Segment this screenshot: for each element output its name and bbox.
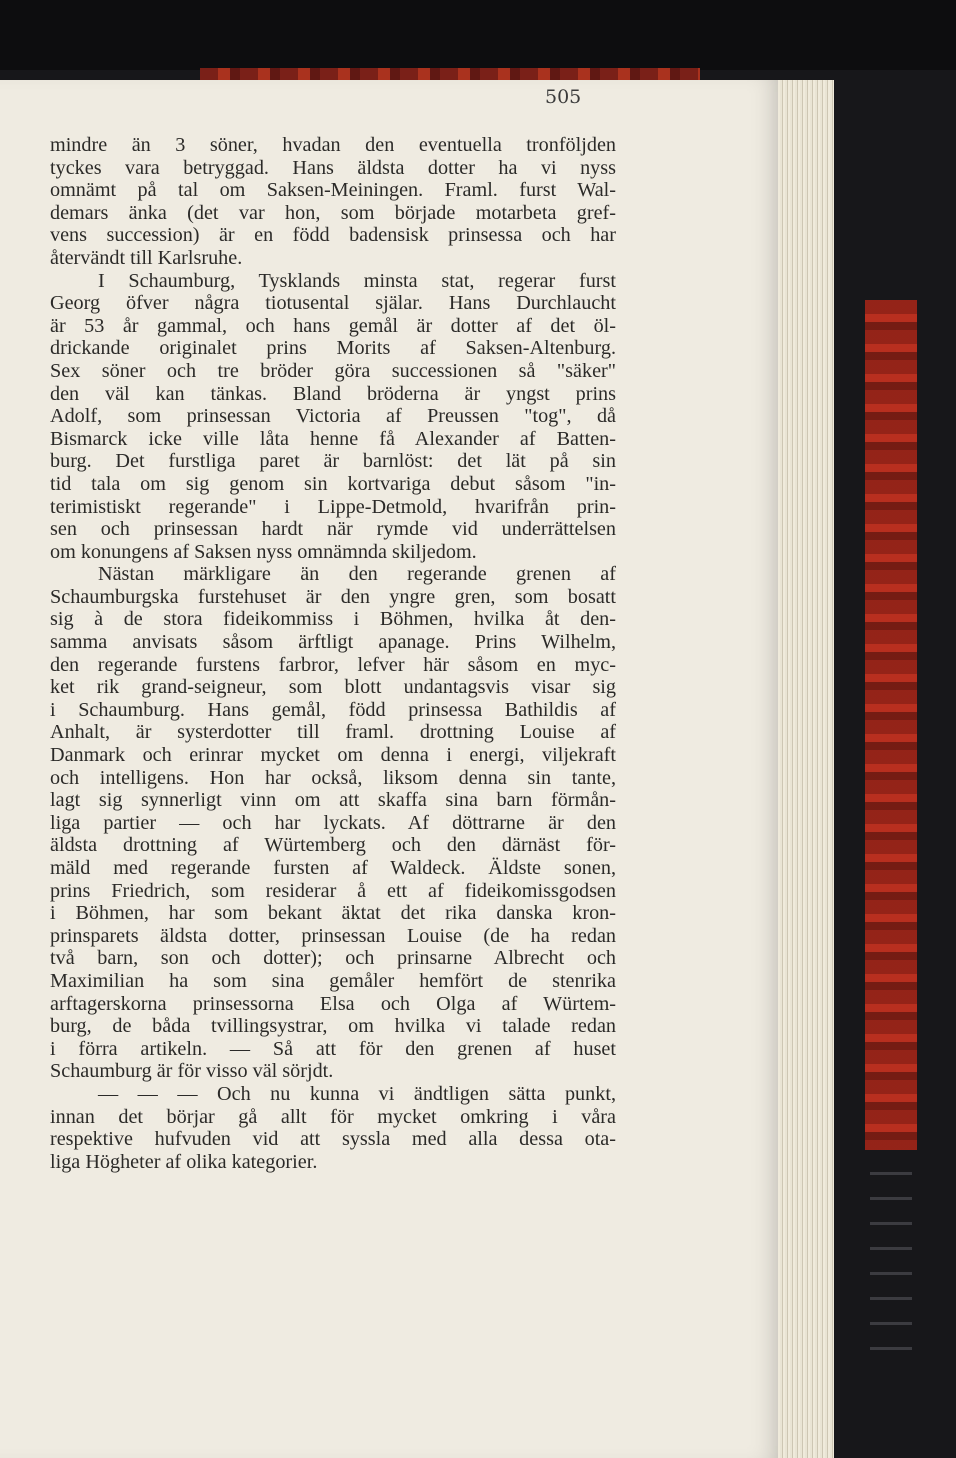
text-line: burg. Det furstliga paret är barnlöst: det lät på sin <box>50 450 616 473</box>
text-line: i Böhmen, har som bekant äktat det rika danska kron- <box>50 902 616 925</box>
text-line: ket rik grand-seigneur, som blott undantagsvis visar sig <box>50 676 616 699</box>
text-line: i förra artikeln. — Så att för den grenen af huset <box>50 1037 616 1060</box>
text-line: vens succession) är en född badensisk prinsessa och har <box>50 224 616 247</box>
text-line: den väl kan tänkas. Bland bröderna är yngst prins <box>50 382 616 405</box>
text-line: drickande originalet prins Morits af Saksen-Altenburg. <box>50 337 616 360</box>
text-line: mindre än 3 söner, hvadan den eventuella tronföljden <box>50 134 616 156</box>
text-line: mäld med regerande fursten af Waldeck. Äldste sonen, <box>50 857 616 879</box>
text-line: sen och prinsessan hardt när rymde vid underrättelsen <box>50 518 616 541</box>
text-line: I Schaumburg, Tysklands minsta stat, regerar furst <box>98 269 616 292</box>
text-line: Nästan märkligare än den regerande grenen af <box>98 563 616 586</box>
text-line: äldsta drottning af Würtemberg och den därnäst för- <box>50 834 616 857</box>
body-text <box>50 134 616 1173</box>
text-line: Georg öfver några tiotusental själar. Hans Durchlaucht <box>50 292 616 315</box>
text-line: återvändt till Karlsruhe. <box>50 246 243 269</box>
text-line: burg, de båda tvillingsystrar, om hvilka vi talade redan <box>50 1015 616 1038</box>
text-line: om konungens af Saksen nyss omnämnda skiljedom. <box>50 540 477 563</box>
text-line: — — — Och nu kunna vi ändtligen sätta punkt, <box>98 1082 616 1105</box>
text-line: Anhalt, är systerdotter till framl. drottning Louise af <box>50 721 616 744</box>
book-spine-dots <box>870 1150 912 1350</box>
text-line: omnämt på tal om Saksen-Meiningen. Framl. furst Wal- <box>50 179 616 202</box>
text-line: liga partier — och har lyckats. Af döttrarne är den <box>50 811 616 834</box>
text-line: Adolf, som prinsessan Victoria af Preussen "tog", då <box>50 405 616 428</box>
text-line: prinsparets äldsta dotter, prinsessan Louise (de ha redan <box>50 924 616 947</box>
text-line: Schaumburgska furstehuset är den yngre gren, som bosatt <box>50 585 616 608</box>
text-line: Sex söner och tre bröder göra successionen så "säker" <box>50 359 616 382</box>
text-line: Maximilian ha som sina gemåler hemfört de stenrika <box>50 969 616 992</box>
text-line: lagt sig synnerligt vinn om att skaffa sina barn förmån- <box>50 789 616 812</box>
text-line: och intelligens. Hon har också, liksom denna sin tante, <box>50 766 616 789</box>
text-line: tyckes vara betryggad. Hans äldsta dotter ha vi nyss <box>50 156 616 179</box>
text-line: är 53 år gammal, och hans gemål är dotter af det öl- <box>50 314 616 337</box>
text-line: Schaumburg är för visso väl sörjdt. <box>50 1060 334 1083</box>
text-line: arftagerskorna prinsessorna Elsa och Olga af Würtem- <box>50 992 616 1015</box>
text-line: Danmark och erinrar mycket om denna i energi, viljekraft <box>50 744 616 767</box>
text-line: den regerande furstens farbror, lefver här såsom en myc- <box>50 653 616 676</box>
text-line: prins Friedrich, som residerar å ett af fideikomissgodsen <box>50 879 616 902</box>
text-line: liga Högheter af olika kategorier. <box>50 1150 318 1173</box>
text-line: i Schaumburg. Hans gemål, född prinsessa Bathildis af <box>50 698 616 721</box>
book-spine-pattern <box>865 300 917 1150</box>
page-edges <box>770 80 834 1458</box>
text-line: samma anvisats såsom ärftligt apanage. Prins Wilhelm, <box>50 631 616 654</box>
text-line: Bismarck icke ville låta henne få Alexander af Batten- <box>50 427 616 450</box>
text-line: respektive hufvuden vid att syssla med alla dessa ota- <box>50 1128 616 1151</box>
text-line: sig à de stora fideikommiss i Böhmen, hvilka åt den- <box>50 608 616 631</box>
text-line: innan det börjar gå allt för mycket omkring i våra <box>50 1105 616 1128</box>
text-line: terimistiskt regerande" i Lippe-Detmold, hvarifrån prin- <box>50 495 616 518</box>
text-line: demars änka (det var hon, som började motarbeta gref- <box>50 201 616 224</box>
page-number: 505 <box>545 86 582 108</box>
text-line: två barn, son och dotter); och prinsarne Albrecht och <box>50 947 616 970</box>
text-line: tid tala om sig genom sin kortvariga debut såsom "in- <box>50 472 616 495</box>
